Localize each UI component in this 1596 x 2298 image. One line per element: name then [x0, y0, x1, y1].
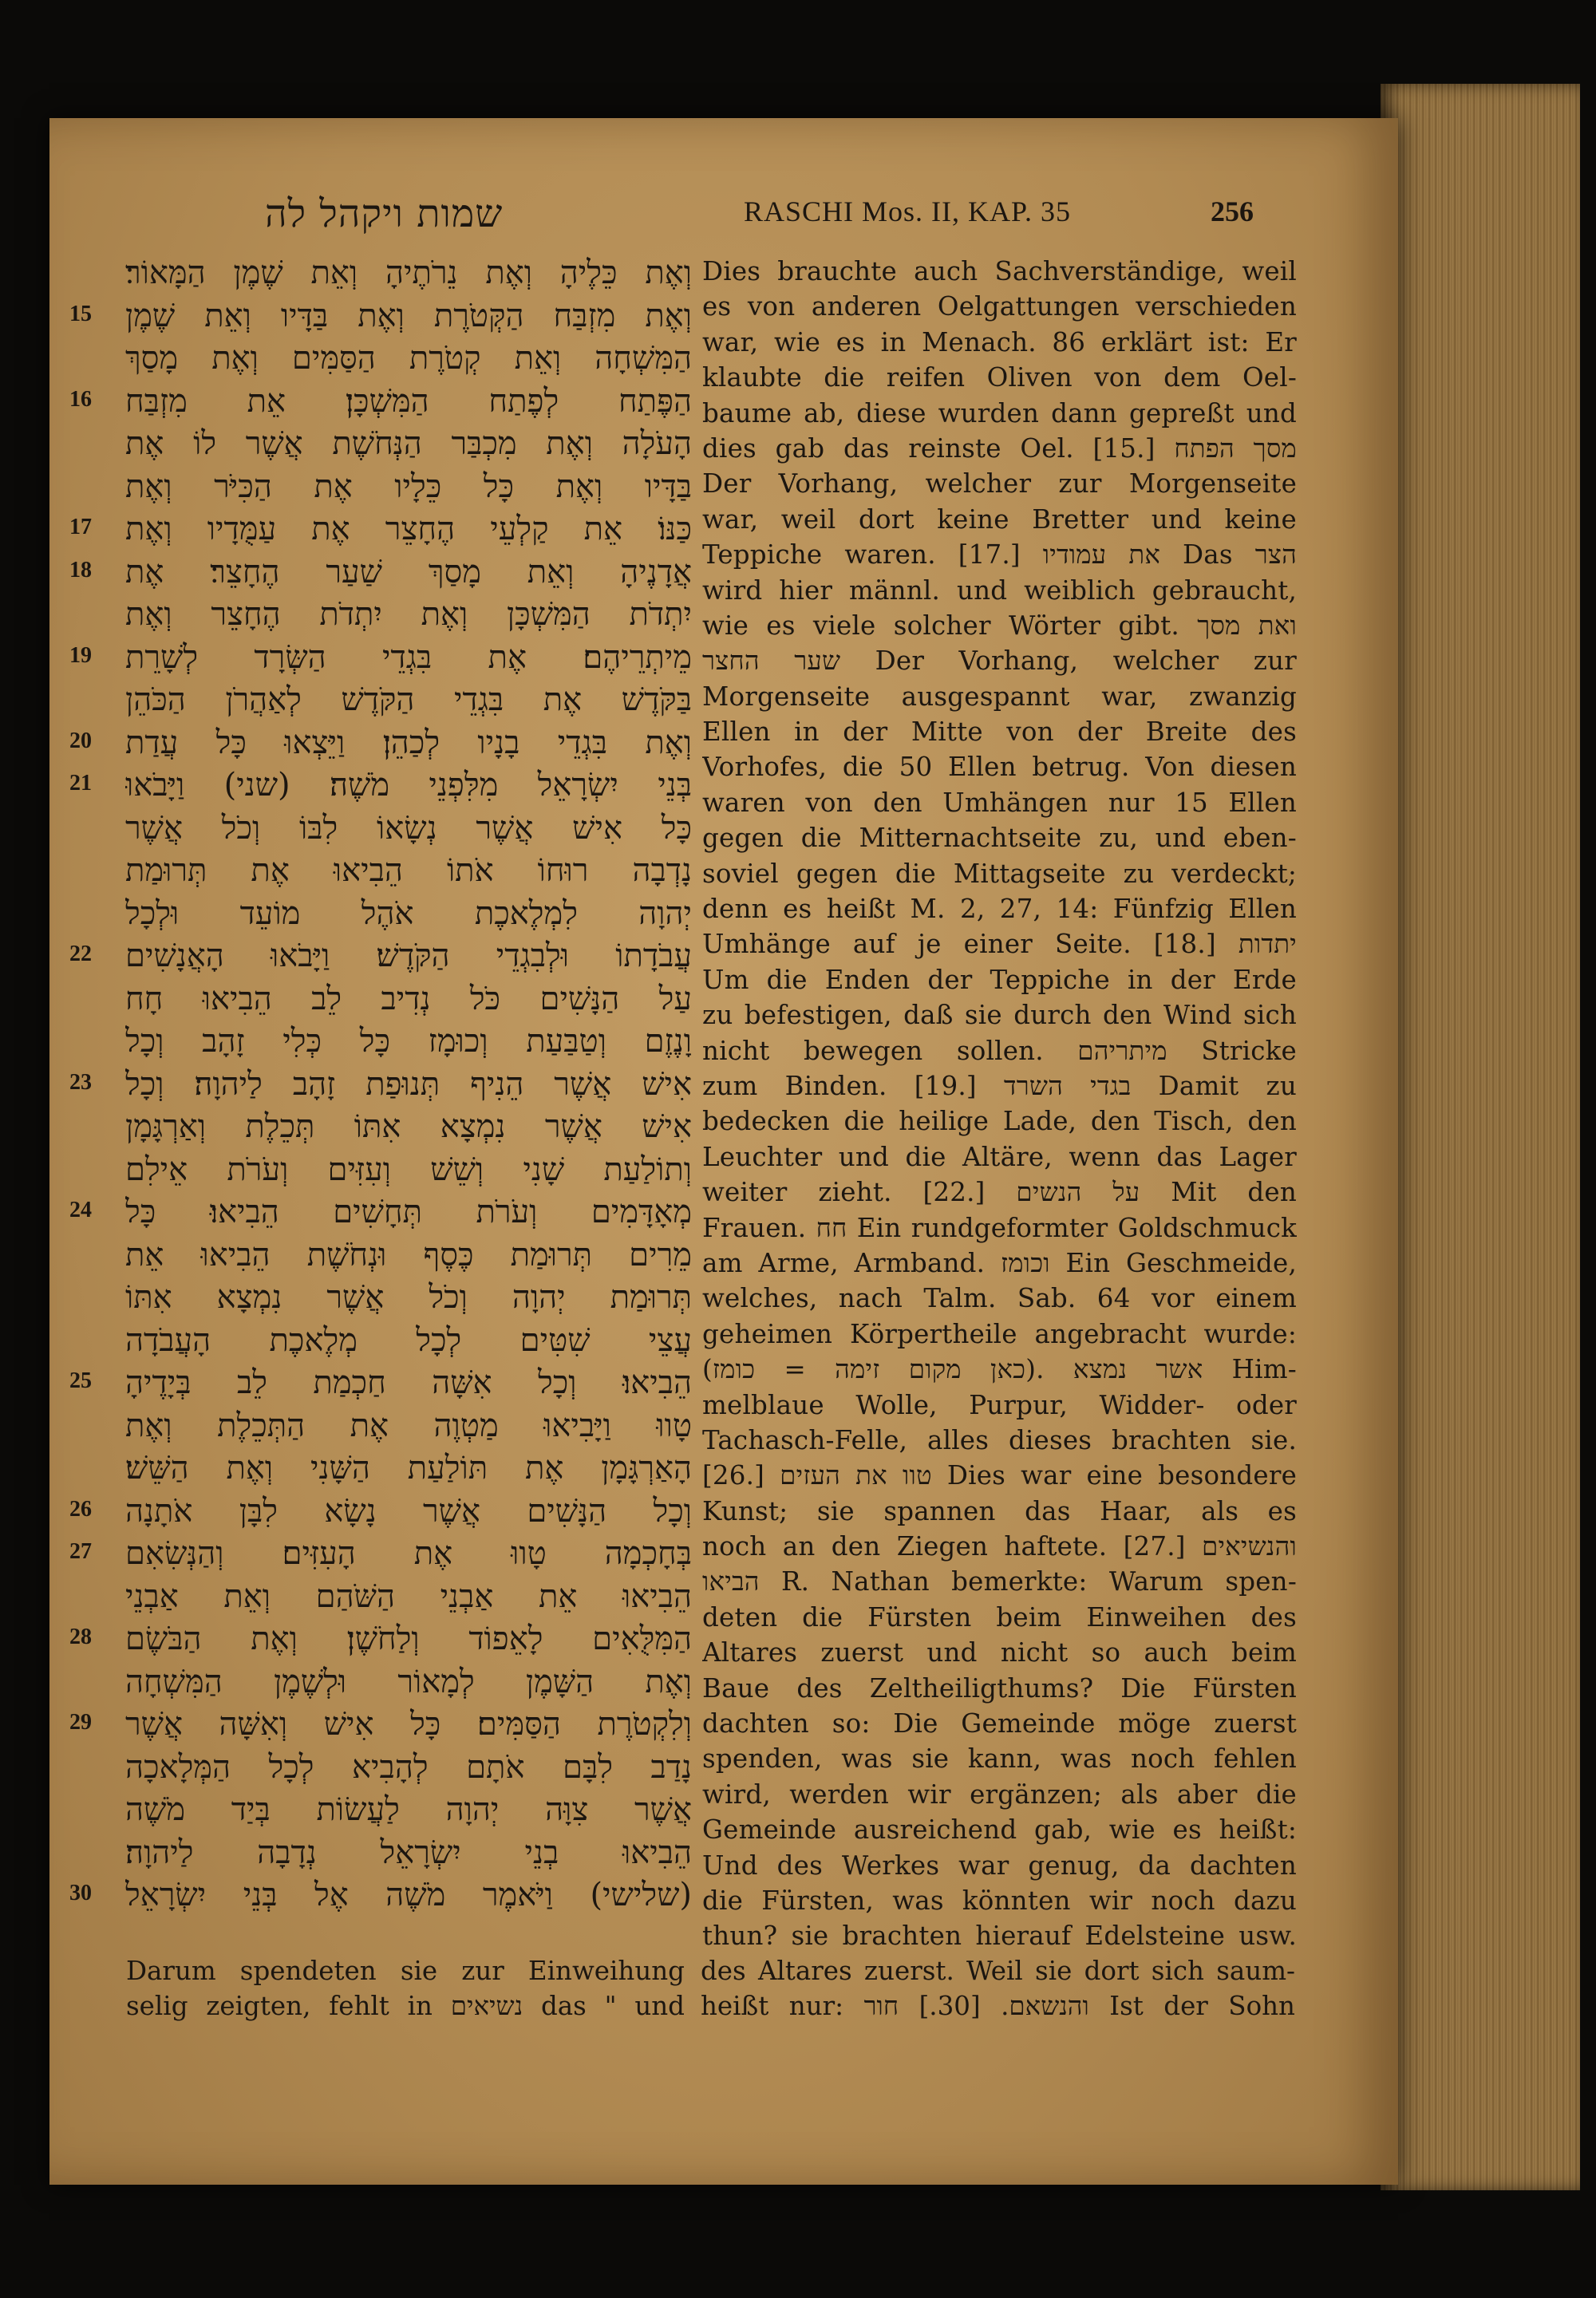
commentary-line: wird hier männl. und weiblich gebraucht,: [702, 574, 1297, 606]
hebrew-line: [125, 338, 692, 381]
commentary-line: Um die Enden der Teppiche in der Erde: [702, 964, 1297, 995]
hebrew-line-text: וְאֶת בִּגְדֵי בָנָיו לְכַהֵן׃ וַיֵּצְאוּ כָּל עֲדַת: [125, 724, 692, 761]
hebrew-line-text: יְהוָה לִמְלֶאכֶת אֹהֶל מוֹעֵד וּלְכָל: [125, 894, 692, 932]
hebrew-running-title: שמות ויקהל לה: [265, 192, 504, 236]
hebrew-line: [125, 679, 692, 722]
commentary-line: Leuchter und die Altäre, wenn das Lager: [702, 1141, 1297, 1172]
hebrew-line-text: בְּנֵי יִשְׂרָאֵל מִלִּפְנֵי מֹשֶׁה׃ (שני) וַיָּבֹאוּ: [125, 767, 692, 804]
book-page-edges: [1381, 84, 1580, 2190]
commentary-line: Kunst; sie spannen das Haar, als es: [702, 1495, 1297, 1526]
hebrew-line-text: הָאַרְגָּמָן אֶת תּוֹלַעַת הַשָּׁנִי וְאֶת הַשֵּׁשׁ׃: [125, 1450, 692, 1487]
hebrew-line-text: נָדַב לִבָּם אֹתָם לְהָבִיא לְכָל הַמְּלָאכָה: [125, 1748, 692, 1786]
hebrew-line-text: בַּקֹּדֶשׁ אֶת בִּגְדֵי הַקֹּדֶשׁ לְאַהֲרֹן הַכֹּהֵן: [125, 681, 692, 718]
hebrew-line: [125, 1064, 692, 1107]
hebrew-line-text: וְאֶת מִזְבַּח הַקְּטֹרֶת וְאֶת בַּדָּיו וְאֵת שֶׁמֶן: [125, 297, 692, 334]
running-title: RASCHI Mos. II, KAP. 35: [744, 195, 1072, 227]
hebrew-line-text: הֵבִיאוּ אֵת אַבְנֵי הַשֹּׁהַם וְאֵת אַבְנֵי: [125, 1577, 692, 1615]
commentary-line: שער החצר Der Vorhang, welcher zur: [702, 646, 1297, 677]
commentary-line: Teppiche waren. [17.] את עמודיו Das הצר: [702, 539, 1297, 571]
hebrew-line-text: מֵיתְרֵיהֶם׃ אֶת בִּגְדֵי הַשְּׂרָד לְשָׁרֵת: [125, 638, 692, 676]
hebrew-line-text: כָּל אִישׁ אֲשֶׁר נְשָׂאוֹ לִבּוֹ וְכֹל אֲשֶׁר: [125, 809, 692, 847]
hebrew-line-text: אִישׁ אֲשֶׁר הֵנִיף תְּנוּפַת זָהָב לַיהוָה׃ וְכָל: [125, 1065, 692, 1103]
commentary-line: denn es heißt M. 2, 27, 14: Fünfzig Ellen: [702, 894, 1297, 925]
verse-number: 29: [69, 1710, 92, 1735]
commentary-line: bedecken die heilige Lade, den Tisch, den: [702, 1106, 1297, 1137]
hebrew-line-text: וְתוֹלַעַת שָׁנִי וְשֵׁשׁ וְעִזִּים וְעֹרֹת אֵילִם: [125, 1151, 692, 1188]
page-header: [49, 192, 1398, 247]
hebrew-line-text: (שלישי) וַיֹּאמֶר מֹשֶׁה אֶל בְּנֵי יִשְׂרָאֵל: [125, 1877, 692, 1913]
book-page: [49, 118, 1398, 2185]
hebrew-line-text: אֲשֶׁר צִוָּה יְהוָה לַעֲשׂוֹת בְּיַד מֹשֶׁה: [125, 1791, 692, 1828]
verse-number: 19: [69, 642, 92, 668]
hebrew-line: [125, 252, 692, 295]
german-commentary-column: [702, 254, 1297, 1954]
hebrew-line-text: עֲצֵי שִׁטִּים לְכָל מְלֶאכֶת הָעֲבֹדָה: [125, 1321, 692, 1359]
commentary-line: Dies brauchte auch Sachverständige, weil: [702, 256, 1297, 286]
bottom-line-left: Darum spendeten sie zur Einweihung: [126, 1956, 685, 1986]
hebrew-line-text: בַּדָּיו וְאֶת כָּל כֵּלָיו אֶת הַכִּיֹּר וְאֶת: [125, 468, 692, 505]
verse-number: 30: [69, 1881, 92, 1905]
hebrew-line-text: אִישׁ אֲשֶׁר נִמְצָא אִתּוֹ תְּכֵלֶת וְאַרְגָּמָן: [125, 1108, 692, 1145]
hebrew-line: [125, 1320, 692, 1363]
hebrew-line: [125, 1362, 692, 1405]
commentary-line: waren von den Umhängen nur 15 Ellen: [702, 787, 1297, 818]
hebrew-line: [125, 1234, 692, 1277]
commentary-line: es von anderen Oelgattungen verschieden: [702, 291, 1297, 322]
verse-number: 18: [69, 557, 92, 582]
hebrew-line-text: וָנֶזֶם וְטַבַּעַת וְכוּמָז כָּל כְּלִי זָהָב וְכָל: [125, 1023, 692, 1060]
hebrew-line: [125, 1405, 692, 1448]
hebrew-line-text: עַל הַנָּשִׁים כֹּל נְדִיב לֵב הֵבִיאוּ חָח: [125, 980, 692, 1017]
verse-number: 15: [69, 301, 92, 326]
hebrew-line-text: יִתְדֹת הַמִּשְׁכָּן וְאֶת יִתְדֹת הֶחָצֵר וְאֶת: [125, 596, 692, 633]
commentary-line: dies gab das reinste Oel. [15.] מסך הפתח: [702, 432, 1297, 464]
commentary-line: wird, werden wir ergänzen; als aber die: [702, 1779, 1297, 1810]
hebrew-line: [125, 1021, 692, 1064]
commentary-line: weiter zieht. [22.] על הנשים Mit den: [702, 1177, 1297, 1208]
hebrew-line-text: הָעֹלָה וְאֶת מִכְבַּר הַנְּחֹשֶׁת אֲשֶׁר לוֹ אֶת: [125, 425, 692, 462]
hebrew-line-text: וְאֶת הַשָּׁמֶן לְמָאוֹר וּלְשֶׁמֶן הַמִּשְׁחָה: [125, 1663, 692, 1700]
hebrew-line: [125, 1704, 692, 1747]
hebrew-line: [125, 978, 692, 1021]
hebrew-line: [125, 466, 692, 509]
commentary-line: wie es viele solcher Wörter gibt. ואת מסך: [702, 610, 1297, 641]
hebrew-line-text: תְּרוּמַת יְהוָה וְכֹל אֲשֶׁר נִמְצָא אִתּוֹ: [125, 1279, 692, 1316]
hebrew-line: [125, 935, 692, 978]
bottom-commentary: [126, 1953, 1299, 2024]
hebrew-line: [125, 1106, 692, 1149]
hebrew-line: [125, 1661, 692, 1704]
hebrew-line-text: וְאֶת כֵּלֶיהָ וְאֶת נֵרֹתֶיהָ וְאֵת שֶׁמֶן הַמָּאוֹר׃: [125, 255, 692, 291]
commentary-line: deten die Fürsten beim Einweihen des: [702, 1601, 1297, 1633]
hebrew-line-text: וְלִקְטֹרֶת הַסַּמִּים׃ כָּל אִישׁ וְאִשָּׁה אֲשֶׁר: [125, 1706, 692, 1743]
hebrew-line: [125, 1491, 692, 1534]
hebrew-line-text: מֵרִים תְּרוּמַת כֶּסֶף וּנְחֹשֶׁת הֵבִיאוּ אֵת: [125, 1236, 692, 1273]
hebrew-line: [125, 1576, 692, 1619]
verse-number: 16: [69, 386, 92, 412]
verse-number: 26: [69, 1496, 92, 1522]
hebrew-line-text: הַמִּשְׁחָה וְאֵת קְטֹרֶת הַסַּמִּים וְאֶת מָסַךְ: [125, 340, 692, 377]
commentary-line: הביאו R. Nathan bemerkte: Warum spen-: [702, 1566, 1297, 1597]
hebrew-line-text: עֲבֹדָתוֹ וּלְבִגְדֵי הַקֹּדֶשׁ׃ וַיָּבֹאוּ הָאֲנָשִׁים: [125, 938, 692, 974]
verse-number: 22: [69, 942, 92, 966]
commentary-line: Tachasch-Felle, alles dieses brachten sie.: [702, 1424, 1297, 1455]
commentary-line: die Fürsten, was könnten wir noch dazu: [702, 1885, 1297, 1916]
hebrew-text-column: [125, 252, 692, 1917]
hebrew-line: [125, 850, 692, 893]
commentary-line: zu befestigen, daß sie durch den Wind sich: [702, 1000, 1297, 1031]
bottom-line-left: selig zeigten, fehlt in נשיאים das " und: [126, 1991, 685, 2021]
hebrew-line: [125, 1533, 692, 1576]
commentary-line: am Arme, Armband. וכומז Ein Geschmeide,: [702, 1247, 1297, 1278]
commentary-line: welches, nach Talm. Sab. 64 vor einem: [702, 1283, 1297, 1314]
hebrew-line: [125, 551, 692, 594]
commentary-line: zum Binden. [19.] בגדי השרד Damit zu: [702, 1070, 1297, 1101]
commentary-line: Der Vorhang, welcher zur Morgenseite: [702, 468, 1297, 499]
commentary-line: Und des Werkes war genug, da dachten: [702, 1850, 1297, 1881]
hebrew-line: [125, 594, 692, 637]
hebrew-line-text: טָווּ וַיָּבִיאוּ מַטְוֶה אֶת הַתְּכֵלֶת וְאֶת: [125, 1407, 692, 1444]
verse-number: 24: [69, 1198, 92, 1222]
hebrew-line-text: הַפֶּתַח לְפֶתַח הַמִּשְׁכָּן׃ אֵת מִזְבַּח: [125, 382, 692, 420]
hebrew-line-text: כַּנּוֹ׃ אֵת קַלְעֵי הֶחָצֵר אֶת עַמֻּדָיו וְאֶת: [125, 511, 692, 547]
verse-number: 17: [69, 515, 92, 539]
commentary-line: Vorhofes, die 50 Ellen betrug. Von diesen: [702, 752, 1297, 783]
commentary-line: geheimen Körpertheile angebracht wurde:: [702, 1318, 1297, 1349]
hebrew-line: [125, 1149, 692, 1192]
hebrew-line: [125, 423, 692, 466]
verse-number: 20: [69, 728, 92, 753]
hebrew-line: [125, 1832, 692, 1875]
commentary-line: noch an den Ziegen haftete. [27.] והנשיאים: [702, 1531, 1297, 1562]
commentary-line: Altares zuerst und nicht so auch beim: [702, 1637, 1297, 1668]
commentary-line: dachten so: Die Gemeinde möge zuerst: [702, 1708, 1297, 1739]
commentary-line: war, wie es in Menach. 86 erklärt ist: Er: [702, 326, 1297, 357]
hebrew-line-text: נָדְבָה רוּחוֹ אֹתוֹ הֵבִיאוּ אֶת תְּרוּמַת: [125, 852, 692, 889]
commentary-line: nicht bewegen sollen. מיתריהם Stricke: [702, 1035, 1297, 1066]
verse-number: 27: [69, 1539, 92, 1564]
hebrew-line-text: וְכָל הַנָּשִׁים אֲשֶׁר נָשָׂא לִבָּן אֹתָנָה: [125, 1492, 692, 1530]
hebrew-line: [125, 1789, 692, 1832]
hebrew-line: [125, 764, 692, 807]
hebrew-line: [125, 1618, 692, 1661]
hebrew-line-text: הֵבִיאוּ בְנֵי יִשְׂרָאֵל נְדָבָה לַיהוָה׃: [125, 1834, 692, 1871]
commentary-line: Gemeinde ausreichend gab, wie es heißt:: [702, 1814, 1297, 1846]
commentary-line: spenden, was sie kann, was noch fehlen: [702, 1743, 1297, 1775]
commentary-line: Morgenseite ausgespannt war, zwanzig: [702, 681, 1297, 712]
hebrew-line: [125, 1277, 692, 1320]
hebrew-line-text: הַמִּלֻּאִים לָאֵפוֹד וְלַחֹשֶׁן׃ וְאֶת הַבֹּשֶׂם: [125, 1621, 692, 1657]
hebrew-line: [125, 295, 692, 338]
bottom-line: [126, 1953, 1299, 1988]
bottom-line-right: des Altares zuerst. Weil sie dort sich saum-: [701, 1956, 1295, 1986]
hebrew-line: [125, 1747, 692, 1790]
commentary-line: [26.] טוו את העזים Dies war eine besondere: [702, 1460, 1297, 1491]
hebrew-line-text: אֲדָנֶיהָ וְאֵת מָסַךְ שַׁעַר הֶחָצֵר׃ אֶת: [125, 553, 692, 590]
hebrew-line: [125, 637, 692, 680]
hebrew-line-text: בְּחָכְמָה טָווּ אֶת הָעִזִּים׃ וְהַנְּשִׂאִם: [125, 1535, 692, 1572]
hebrew-line: [125, 807, 692, 851]
commentary-line: Frauen. חח Ein rundgeformter Goldschmuck: [702, 1212, 1297, 1243]
commentary-line: Umhänge auf je einer Seite. [18.] יתדות: [702, 929, 1297, 960]
hebrew-line-text: מְאָדָּמִים וְעֹרֹת תְּחָשִׁים הֵבִיאוּ׃ כָּל: [125, 1194, 692, 1230]
commentary-line: klaubte die reifen Oliven von dem Oel-: [702, 362, 1297, 393]
commentary-line: (כאן מקום זימה = כומז). אשר נמצא Him-: [702, 1354, 1297, 1385]
hebrew-line: [125, 893, 692, 936]
commentary-line: thun? sie brachten hierauf Edelsteine usw.: [702, 1921, 1297, 1952]
commentary-line: soviel gegen die Mittagseite zu verdeckt;: [702, 858, 1297, 889]
hebrew-line: [125, 722, 692, 765]
verse-number: 21: [69, 771, 92, 796]
hebrew-line: [125, 1874, 692, 1917]
commentary-line: baume ab, diese wurden dann gepreßt und: [702, 397, 1297, 428]
commentary-line: Baue des Zeltheiligthums? Die Fürsten: [702, 1672, 1297, 1704]
verse-number: 28: [69, 1625, 92, 1649]
commentary-line: war, weil dort keine Bretter und keine: [702, 503, 1297, 535]
bottom-line-right: heißt nur: והנשאם. [30.] חור Ist der Sohn: [701, 1991, 1295, 2021]
hebrew-line-text: הֵבִיאוּ׃ וְכָל אִשָּׁה חַכְמַת לֵב בְּיָדֶיהָ: [125, 1364, 692, 1401]
page-number: 256: [1211, 195, 1254, 227]
bottom-line: [126, 1988, 1299, 2024]
hebrew-line: [125, 1447, 692, 1491]
commentary-line: gegen die Mitternachtseite zu, und eben-: [702, 823, 1297, 854]
commentary-line: Ellen in der Mitte von der Breite des: [702, 717, 1297, 748]
hebrew-line: [125, 381, 692, 424]
verse-number: 25: [69, 1368, 92, 1393]
hebrew-line: [125, 1191, 692, 1234]
commentary-line: melblaue Wolle, Purpur, Widder- oder: [702, 1389, 1297, 1420]
verse-number: 23: [69, 1069, 92, 1095]
hebrew-line: [125, 508, 692, 551]
